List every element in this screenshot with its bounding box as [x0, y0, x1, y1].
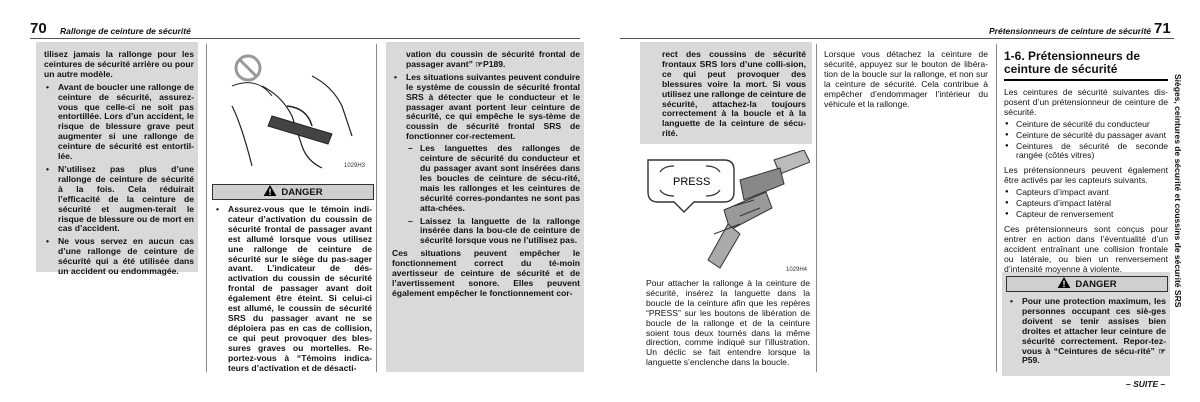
left-header-title: Rallonge de ceinture de sécurité: [60, 26, 191, 36]
section-title-rule: [1004, 79, 1168, 81]
prétensionneur-intro: Les ceintures de sécurité suivantes dis-posent d’un prétensionneur de ceinture de sécurité.: [1004, 87, 1168, 117]
continued-label: – SUITE –: [1126, 379, 1166, 389]
seatbelt-extender-figure: [212, 46, 370, 172]
list-item: • Ne vous servez en aucun cas d’une rallonge de ceinture de sécurité qui a été utilisée dans un accident ou endommagée.: [44, 237, 194, 277]
left-col-divider-1: [206, 44, 207, 372]
left-col3-tail: Ces situations peuvent empêcher le fonctionnement correct du té-moin avertisseur de ceinture de sécurité et de l’avertissement sonore. Elles peuvent également empêcher le fonctionnement cor-: [392, 248, 580, 298]
right-col1-body: Pour attacher la rallonge à la ceinture de sécurité, insérez la languette dans la boucle de la ceinture afin que les repères “PRESS” sur les boutons de libération de boucle de la rallonge et de la ceinture soient tous deux tournés dans la même direction, comme indiqué sur l’illustration. Un déclic se fait entendre lorsque la languette s’enclenche dans la boucle.: [646, 278, 810, 368]
right-col-divider-2: [996, 44, 997, 372]
list-item: – Les languettes des rallonges de ceinture de sécurité du conducteur et du passager avant sont insérées dans les boucles de ceinture de sécu-rité, mais les rallonges et les ceintures de sécurité corres-pondantes ne sont pas atta-chées.: [406, 144, 580, 213]
left-col3-lead: vation du coussin de sécurité frontal de passager avant” ☞P189.: [406, 49, 580, 69]
list-item: – Laissez la languette de la rallonge insérée dans la bou-cle de ceinture de sécurité lorsque vous ne l’utilisez pas.: [406, 217, 580, 247]
left-page-number: 70: [30, 20, 47, 37]
right-col-divider-1: [816, 44, 817, 372]
right-col1-lead: rect des coussins de sécurité frontaux SRS lors d’une colli-sion, ce qui peut provoquer des blessures voire la mort. Si vous utilisez une rallonge de ceinture de sécurité, attachez-la toujours correctement à la boucle et à la languette de la ceinture de sécu-rité.: [662, 49, 806, 139]
press-buckle-figure: [644, 150, 810, 276]
left-figure-code: 1029H3: [344, 163, 366, 169]
right-header-rule: [620, 38, 1174, 39]
side-chapter-tab: [1170, 74, 1186, 344]
press-label: PRESS: [673, 176, 711, 188]
left-col3-bullet: Les situations suivantes peuvent conduire le système de coussin de sécurité frontal SRS à détecter que le conducteur et le passager avant portent leur ceinture de sécurité, ce qui empêche le sys-tème de coussin de sécurité frontal SRS de fonctionner cor-rectement.: [406, 71, 580, 142]
left-col1-text: [44, 50, 194, 280]
right-header-title: Prétensionneurs de ceinture de sécurité: [989, 26, 1152, 36]
list-item: ● Ceinture de sécurité du passager avant: [1004, 131, 1168, 141]
purpose-text: Ces prétensionneurs sont conçus pour entrer en action dans l’éventualité d’un accident entraînant une collision frontale ou latérale, ou bien un renversement d’intensité moyenne à violente.: [1004, 223, 1168, 274]
list-item: ● Capteurs d’impact latéral: [1004, 199, 1168, 209]
list-item: • Avant de boucler une rallonge de ceinture de sécurité, assurez-vous que celle-ci ne soit pas entortillée. Lors d’un accident, le risque de blessure grave peut augmenter si une rallonge de ceinture de sécurité est entortil-lée.: [44, 83, 194, 162]
left-danger-banner: [212, 184, 374, 200]
list-item: ● Ceintures de sécurité de seconde rangée (côtés vitres): [1004, 142, 1168, 162]
side-tab-label: Sièges, ceintures de sécurité et coussins de sécurité SRS: [1173, 74, 1183, 308]
list-item: • Pour une protection maximum, les personnes occupant ces siè-ges doivent se tenir assises bien droites et attacher leur ceinture de sécurité correctement. Repor-tez-vous à “Ceintures de sécu-rité” ☞P59.: [1008, 297, 1166, 366]
warning-triangle-icon: [263, 185, 277, 196]
section-title: 1-6. Prétensionneurs de ceinture de sécurité: [1004, 49, 1141, 76]
right-col2-body: Lorsque vous détachez la ceinture de sécurité, appuyez sur le bouton de libéra-tion de la boucle sur la rallonge, et non sur la ceinture de sécurité. Cela contribue à empêcher d’endommager l’intérieur du véhicule et la rallonge.: [824, 49, 988, 109]
danger-label: DANGER: [281, 187, 323, 198]
left-col1-lead: tilisez jamais la rallonge pour les ceintures de sécurité arrière ou pour un autre modèle.: [44, 49, 194, 79]
danger-label: DANGER: [1075, 279, 1117, 290]
list-item: • Assurez-vous que le témoin indi-cateur d’activation du coussin de sécurité frontal de passager avant est allumé lorsque vous utilisez une rallonge de ceinture de sécurité sur le siège du pas-sager avant. L’indicateur de dés-activation du coussin de sécurité frontal de passager avant doit également être éteint. Si celui-ci est allumé, le coussin de sécurité SRS du passager avant ne se déploiera pas en cas de collision, ce qui peut provoquer des bles-sures graves ou mortelles. Re-portez-vous à “Témoins indica-teurs d’activation et de désacti-: [214, 205, 372, 373]
list-item: • N’utilisez pas plus d’une rallonge de ceinture de sécurité à la fois. Cela réduirait l’efficacité de la ceinture de sécurité et augmen-terait le risque de blessure ou de mort en cas d’accident.: [44, 165, 194, 234]
sensors-intro: Les prétensionneurs peuvent également être activés par les capteurs suivants.: [1004, 165, 1168, 186]
left-header-rule: [30, 38, 580, 39]
right-danger-text: [1008, 297, 1166, 369]
right-page-number: 71: [1154, 20, 1171, 37]
left-col-divider-2: [376, 44, 377, 372]
left-col3-text: [392, 50, 580, 299]
left-col2-danger-text: [214, 205, 372, 376]
warning-triangle-icon: [1057, 277, 1071, 288]
list-item: ● Ceinture de sécurité du conducteur: [1004, 120, 1168, 130]
right-danger-banner: [1006, 276, 1168, 292]
list-item: ● Capteur de renversement: [1004, 210, 1168, 220]
right-col3-content: [1004, 88, 1168, 274]
list-item: ● Capteurs d’impact avant: [1004, 188, 1168, 198]
right-figure-code: 1029H4: [786, 267, 808, 273]
